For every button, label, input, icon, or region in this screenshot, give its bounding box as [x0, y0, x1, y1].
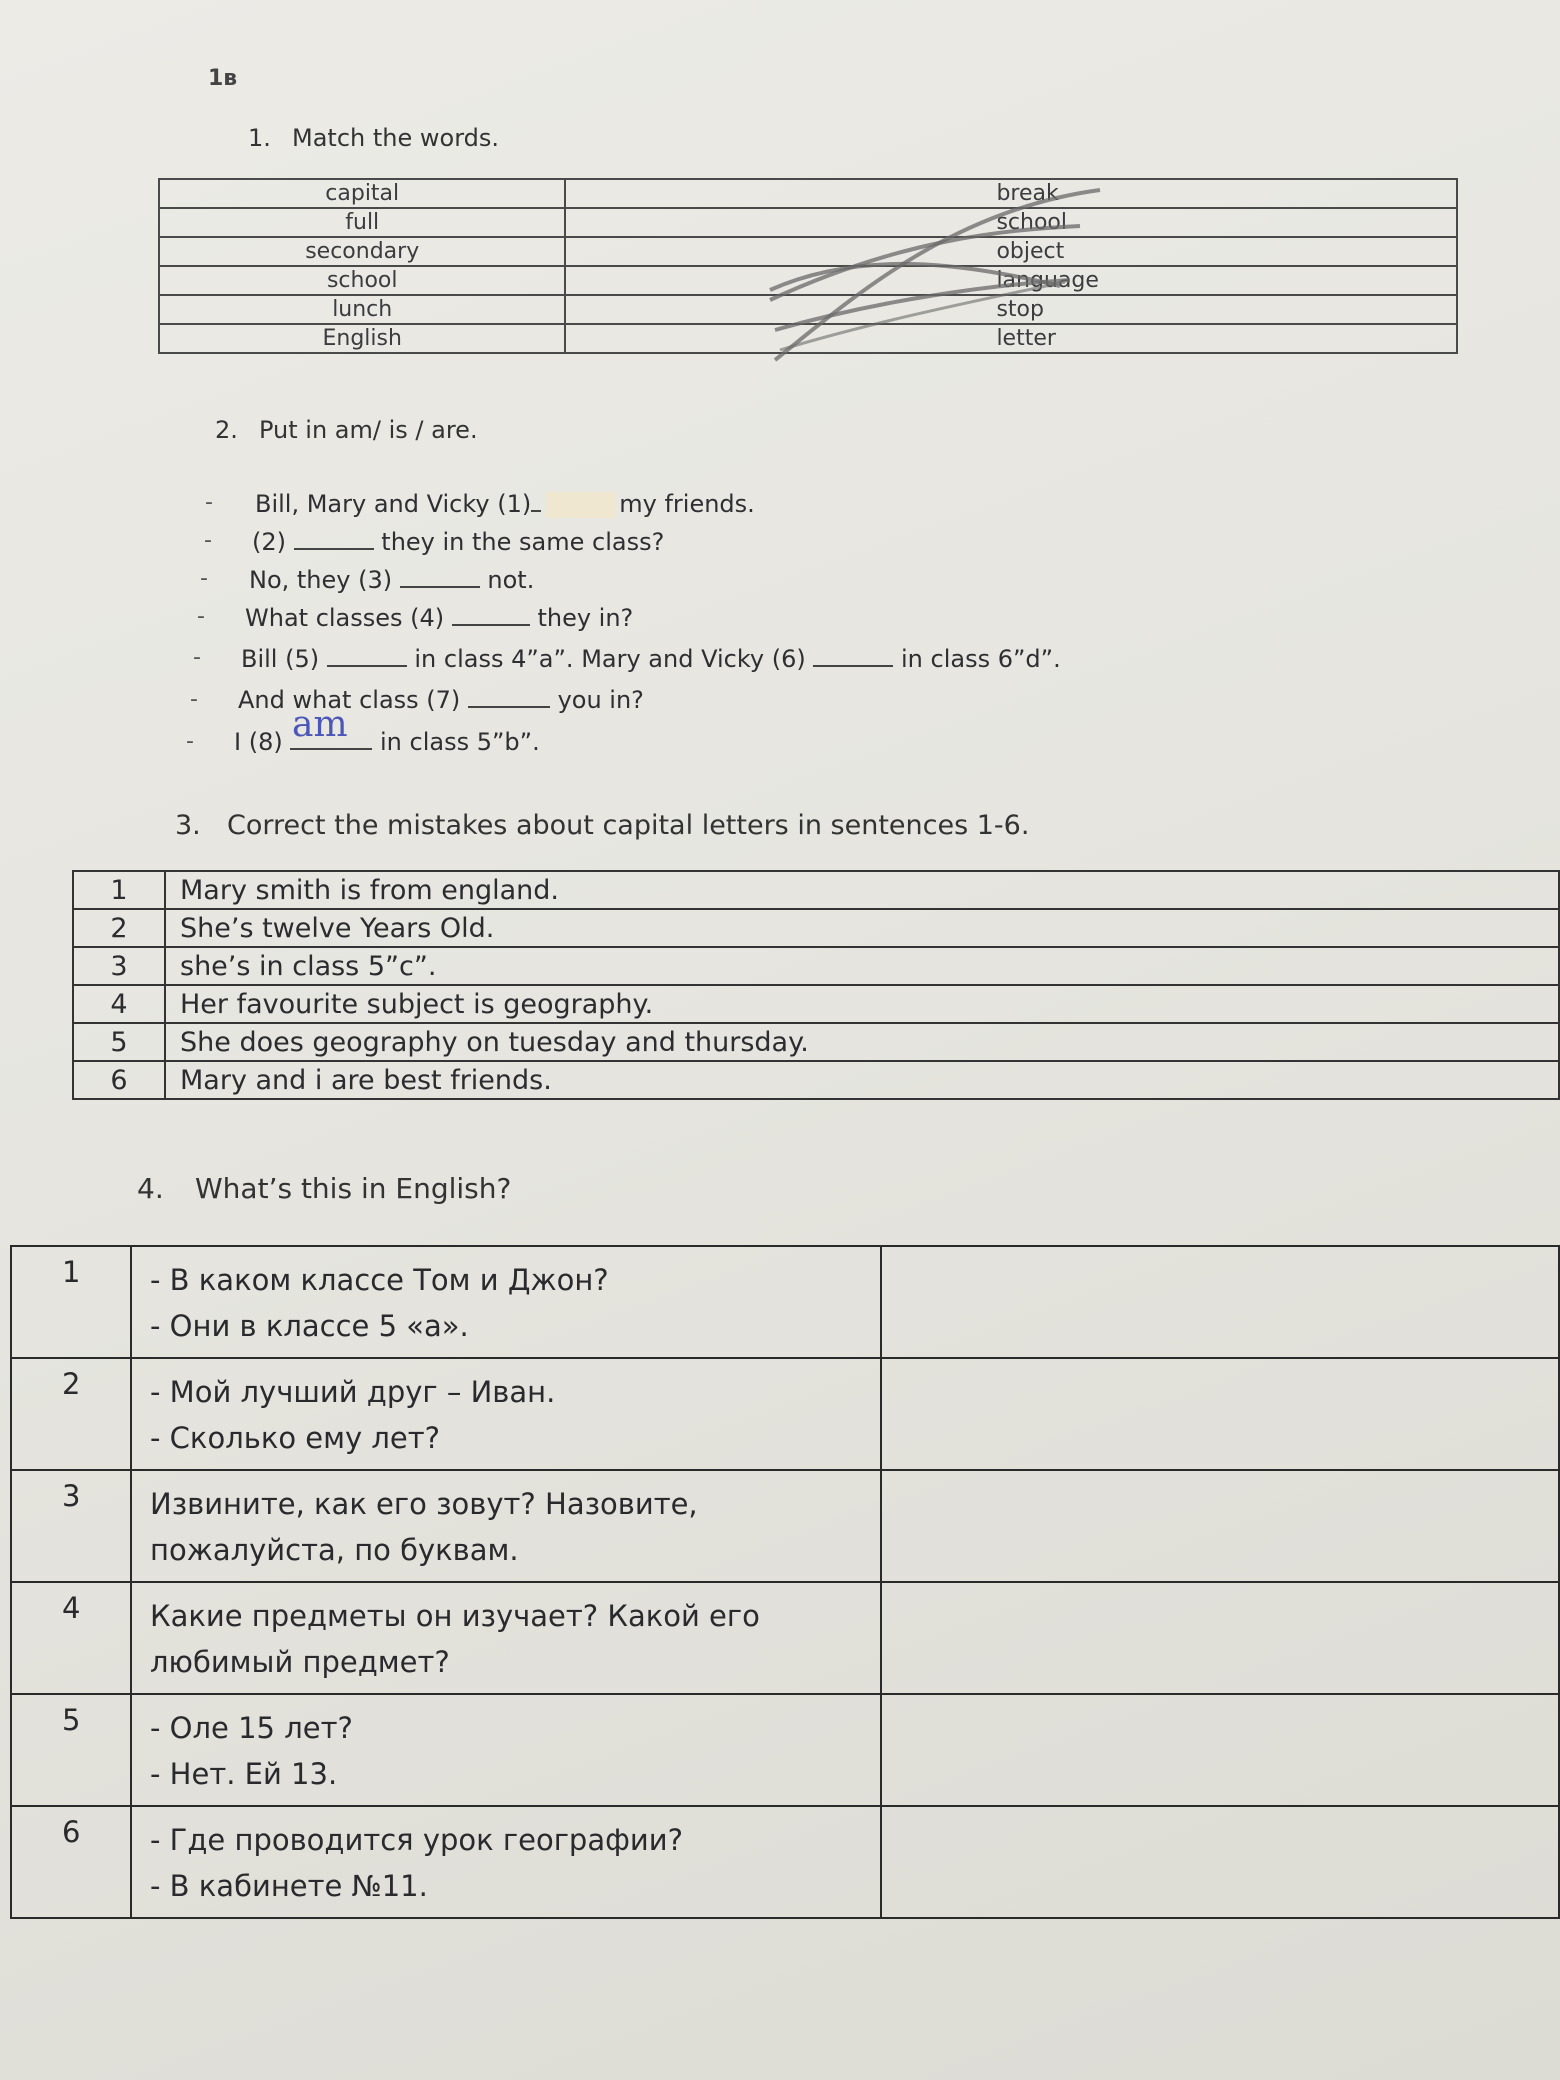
row-number: 5 [11, 1694, 131, 1806]
russian-line: - В кабинете №11. [150, 1869, 428, 1903]
russian-line: - Мой лучший друг – Иван. [150, 1375, 556, 1409]
russian-line: - Они в классе 5 «а». [150, 1309, 469, 1343]
russian-text [131, 1694, 881, 1806]
sentence-number: 4 [73, 985, 165, 1023]
row-number: 2 [11, 1358, 131, 1470]
left-word: English [159, 324, 565, 353]
right-word: object [565, 237, 1457, 266]
sentence-row [73, 1023, 1559, 1061]
row-number: 6 [11, 1806, 131, 1918]
row-number: 4 [11, 1582, 131, 1694]
translation-row [11, 1470, 1559, 1582]
left-word: full [159, 208, 565, 237]
dialogue-line-7: I (8) in class 5”b”. [234, 728, 540, 756]
sentence-row [73, 909, 1559, 947]
right-word: letter [565, 324, 1457, 353]
right-word: language [565, 266, 1457, 295]
row-number: 1 [11, 1246, 131, 1358]
russian-text [131, 1582, 881, 1694]
russian-text [131, 1246, 881, 1358]
russian-text [131, 1358, 881, 1470]
dialogue-line-5: Bill (5) in class 4”a”. Mary and Vicky (6) in class 6”d”. [241, 645, 1061, 673]
blank-2[interactable] [294, 526, 374, 550]
left-word: capital [159, 179, 565, 208]
capital-letters-table [72, 870, 1560, 1100]
russian-line: пожалуйста, по буквам. [150, 1533, 519, 1567]
russian-line: - Оле 15 лет? [150, 1711, 353, 1745]
russian-text [131, 1806, 881, 1918]
task-3-title: 3. Correct the mistakes about capital letters in sentences 1-6. [175, 810, 1030, 841]
sentence-row [73, 1061, 1559, 1099]
sentence-number: 1 [73, 871, 165, 909]
translation-row [11, 1358, 1559, 1470]
sentence-text: she’s in class 5”c”. [165, 947, 1559, 985]
answer-cell[interactable] [881, 1246, 1559, 1358]
dialogue-line-6: And what class (7) you in? [238, 686, 644, 714]
sentence-row [73, 871, 1559, 909]
sentence-text: Mary and i are best friends. [165, 1061, 1559, 1099]
task-4-title: 4. What’s this in English? [137, 1172, 512, 1205]
sentence-text: She’s twelve Years Old. [165, 909, 1559, 947]
sentence-number: 6 [73, 1061, 165, 1099]
right-word: stop [565, 295, 1457, 324]
blank-5[interactable] [327, 643, 407, 667]
translation-row [11, 1582, 1559, 1694]
translation-row [11, 1246, 1559, 1358]
row-number: 3 [11, 1470, 131, 1582]
blank-6[interactable] [813, 643, 893, 667]
left-word: secondary [159, 237, 565, 266]
right-word: school [565, 208, 1457, 237]
russian-line: - Где проводится урок географии? [150, 1823, 683, 1857]
correction-patch [545, 492, 615, 518]
russian-text [131, 1470, 881, 1582]
translation-row [11, 1806, 1559, 1918]
sentence-text: She does geography on tuesday and thursday. [165, 1023, 1559, 1061]
russian-line: - Нет. Ей 13. [150, 1757, 338, 1791]
sentence-row [73, 947, 1559, 985]
left-word: school [159, 266, 565, 295]
russian-line: - Сколько ему лет? [150, 1421, 441, 1455]
worksheet-page: 1в 1. Match the words. capital break full school secondary object school language lunch stop English letter 2. Put in am/ is / are. - Bill, Mary and Vicky (1) my friends. - (2) they in the same class? - No, they (3) not. - What classes (4) they in? - Bill (5) in class 4”a”. Mary and Vicky (6) in class 6”d”. - And what class (7) you in? - I (8) in class 5”b”. am 3. Correct the mistakes about capital letters in sentences 1-6. 1 Mary smith is from england. 2 She’s twelve Years Old. 3 she’s in class 5”c”. 4 Her favourite subject is geography. 5 She does geography on tuesday and thursday. 6 Mary and i are best friends. 4. What’s this in English? 1 - В каком классе Том и Джон? - Они в классе 5 «а». 2 - Мой лучший друг – Иван. - Сколько ему лет? 3 Извините, как его зовут? Назовите, пожалуйста, по буквам. 4 Какие предметы он изучает? Какой его любимый предмет? 5 - Оле 15 лет? - Нет. Ей 13. 6 - Где проводится урок географии? - В кабинете №11. [0, 0, 1560, 2080]
sentence-row [73, 985, 1559, 1023]
sentence-number: 5 [73, 1023, 165, 1061]
answer-cell[interactable] [881, 1694, 1559, 1806]
right-word: break [565, 179, 1457, 208]
dialogue-line-4: What classes (4) they in? [245, 604, 634, 632]
blank-4[interactable] [452, 602, 530, 626]
russian-line: Какие предметы он изучает? Какой его [150, 1599, 760, 1633]
left-word: lunch [159, 295, 565, 324]
blank-7[interactable] [468, 684, 550, 708]
page-number: 1в [208, 66, 238, 91]
dialogue-line-2: (2) they in the same class? [252, 528, 665, 556]
dialogue-line-3: No, they (3) not. [249, 566, 535, 594]
sentence-text: Mary smith is from england. [165, 871, 1559, 909]
task-1-title: 1. Match the words. [248, 124, 499, 152]
translation-row [11, 1694, 1559, 1806]
answer-cell[interactable] [881, 1582, 1559, 1694]
answer-cell[interactable] [881, 1806, 1559, 1918]
dialogue-line-1: Bill, Mary and Vicky (1) my friends. [255, 490, 755, 518]
answer-cell[interactable] [881, 1358, 1559, 1470]
sentence-number: 2 [73, 909, 165, 947]
blank-3[interactable] [400, 564, 480, 588]
translation-table [10, 1245, 1560, 1919]
pencil-match-lines [0, 0, 1560, 400]
task-2-title: 2. Put in am/ is / are. [215, 416, 478, 444]
sentence-number: 3 [73, 947, 165, 985]
handwritten-answer: am [292, 704, 348, 745]
sentence-text: Her favourite subject is geography. [165, 985, 1559, 1023]
answer-cell[interactable] [881, 1470, 1559, 1582]
russian-line: любимый предмет? [150, 1645, 450, 1679]
russian-line: Извините, как его зовут? Назовите, [150, 1487, 698, 1521]
russian-line: - В каком классе Том и Джон? [150, 1263, 609, 1297]
